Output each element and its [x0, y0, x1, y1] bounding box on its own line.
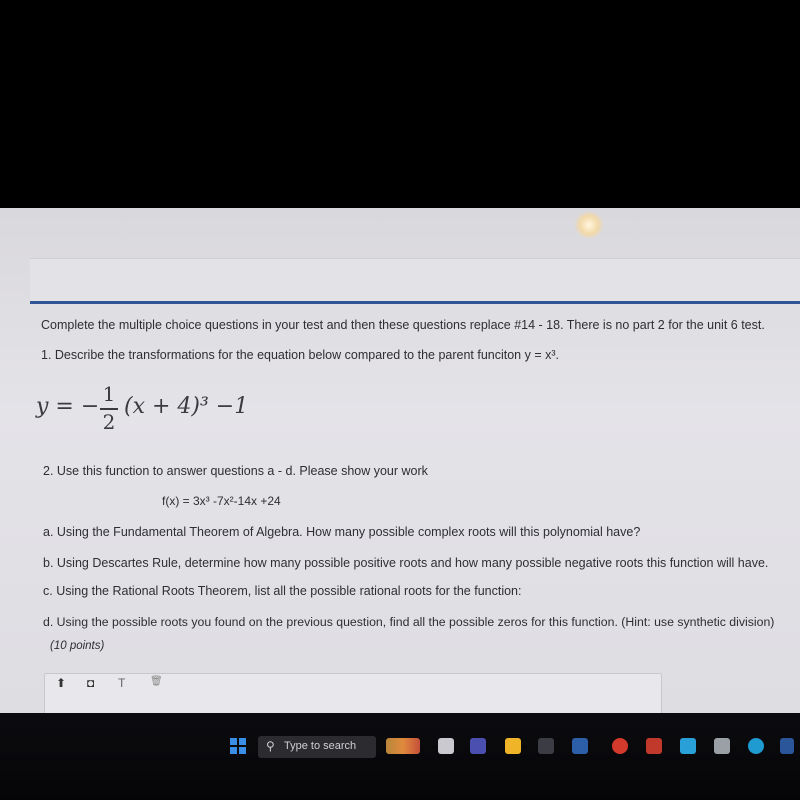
teams-icon[interactable] [470, 738, 486, 754]
upload-icon[interactable]: ⬆ [56, 676, 67, 690]
function-definition: f(x) = 3x³ -7x²-14x +24 [162, 494, 281, 508]
equation-numerator: 1 [102, 382, 116, 406]
question-2c: c. Using the Rational Roots Theorem, list all the possible rational roots for the function: [43, 584, 522, 598]
windows-start-icon[interactable] [230, 738, 246, 754]
question-2b: b. Using Descartes Rule, determine how many possible positive roots and how many possible negative roots this function will have. [43, 556, 769, 570]
word-icon[interactable] [780, 738, 794, 754]
camera-icon[interactable]: ◘ [87, 676, 95, 690]
notepad-icon[interactable] [714, 738, 730, 754]
text-icon[interactable]: T [118, 676, 126, 690]
taskbar-search-placeholder[interactable]: Type to search [284, 740, 357, 752]
folder-icon[interactable] [505, 738, 521, 754]
file-explorer-icon[interactable] [438, 738, 454, 754]
edge-icon[interactable] [680, 738, 696, 754]
header-divider [30, 301, 800, 304]
question-2: 2. Use this function to answer questions a - d. Please show your work [43, 464, 428, 478]
trash-icon[interactable]: 🗑 [150, 676, 163, 687]
browser-icon[interactable] [748, 738, 764, 754]
windows-taskbar [0, 713, 800, 800]
instructions-text: Complete the multiple choice questions in your test and then these questions replace #14 - 18. There is no part 2 for the unit 6 test. [41, 318, 765, 332]
mail-icon[interactable] [646, 738, 662, 754]
points-label: (10 points) [50, 640, 105, 652]
equation-lhs: y = − [36, 394, 100, 419]
calendar-icon[interactable] [538, 738, 554, 754]
mcafee-icon[interactable] [572, 738, 588, 754]
widgets-icon[interactable] [386, 738, 420, 754]
page-header-band [30, 258, 800, 303]
search-icon: ⚲ [266, 739, 275, 753]
question-1: 1. Describe the transformations for the equation below compared to the parent funciton y = x³. [41, 348, 559, 362]
question-2d: d. Using the possible roots you found on the previous question, find all the possible zeros for this function. (Hint: use synthetic division) [43, 615, 775, 629]
equation-denominator: 2 [102, 410, 116, 434]
equation-rhs: (x + 4)³ −1 [124, 394, 249, 419]
question-2a: a. Using the Fundamental Theorem of Algebra. How many possible complex roots will this polynomial have? [43, 525, 641, 539]
chrome-icon[interactable] [612, 738, 628, 754]
screen-glare [574, 212, 604, 238]
